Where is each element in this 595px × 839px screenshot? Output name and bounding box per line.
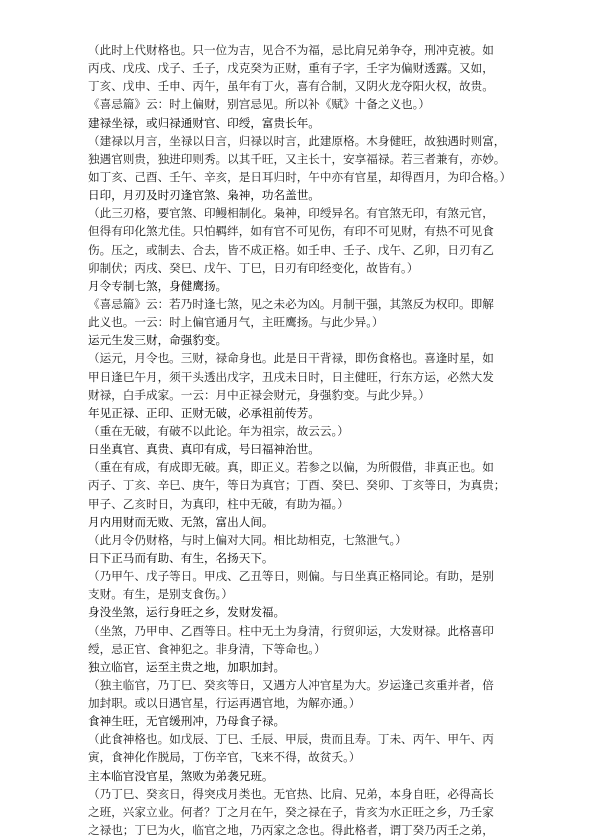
document-page [88, 41, 524, 839]
commentary-line: 但得有印化煞尤佳。只怕羁绊，如有官不可见伤，有印不可见财，有热不可见食 [88, 224, 494, 239]
commentary-line: （重在有成，有成即无破。真，即正义。若参之以偏，为所假借，非真正也。如 [88, 460, 494, 475]
verse-line: 日坐真官、真贵、真印有成，号曰福神治世。 [88, 442, 320, 457]
commentary-line: 甲子、乙亥时日，为真印，柱中无破，有助为福。） [88, 496, 349, 511]
verse-line: 食神生旺，无官缓刑冲，乃母食子禄。 [88, 714, 286, 729]
commentary-line: 如丁亥、己酉、壬午、辛亥，是日耳归时，午中亦有官星，却得酉月，为印合格。） [88, 169, 512, 184]
verse-line: 主本临官没官星，煞败为弟袭兄班。 [88, 768, 274, 783]
commentary-line: 伤。压之，或制去、合去，皆不成正格。如壬申、壬子、戊午、乙卯，日刃有乙 [88, 242, 494, 257]
commentary-line: （建禄以月言，坐禄以日言，归禄以时言，此建原格。木身健旺，故独遇时则富， [88, 133, 506, 148]
commentary-line: 丁亥、戊申、壬申、丙午，虽年有丁火，喜有合制，又阴火龙夺阳火权，故贵。 [88, 79, 494, 94]
commentary-line: 丙戌、戊戌、戊子、壬子，戊克癸为正财，重有子字，壬字为偏财透露。又如， [88, 61, 494, 76]
commentary-line: 财禄，白手成家。一云：月中正禄会财元，身强豹变。与此少异。） [88, 387, 431, 402]
commentary-line: （此时上代财格也。只一位为吉，见合不为福，忌比肩兄弟争夺，刑冲克被。如 [88, 43, 494, 57]
commentary-line: 之班，兴家立业。何者？丁之月在午，癸之禄在子，肯亥为水正旺之乡，乃壬家 [88, 804, 494, 819]
verse-line: 日印，月刃及时刃逢官煞、枭神，功名盖世。 [88, 188, 320, 203]
verse-line: 月内用财而无败、无煞，富出人间。 [88, 514, 274, 529]
commentary-line: （乃甲午、戊子等日。甲戌、乙丑等日，则偏。与日坐真正格同论。有助，是别 [88, 569, 494, 584]
commentary-line: 独遇官则贵，独进印则秀。以其千旺，又主长十，安享福禄。若三者兼有，亦妙。 [88, 151, 506, 166]
commentary-line: 支财。有生，是别支食伤。） [88, 587, 233, 602]
commentary-line: （运元，月令也。三财，禄命身也。此是日干背禄，即伤食格也。喜逢时星，如 [88, 351, 494, 366]
commentary-line: （此食神格也。如戊辰、丁巳、壬辰、甲辰，贵而且寿。丁未、丙午、甲午、丙 [88, 732, 494, 747]
verse-line: 年见正禄、正印、正财无破，必承祖前传芳。 [88, 405, 320, 420]
verse-line: 月令专制七煞，身健鹰扬。 [88, 278, 228, 293]
commentary-line: （乃丁巳、癸亥日，得突戌月类也。无官热、比肩、兄弟，本身自旺，必得高长 [88, 786, 494, 801]
verse-line: 建禄坐禄，或归禄通财官、印绶，富贵长年。 [88, 115, 320, 130]
verse-line: 日下正马而有助、有生，名扬天下。 [88, 550, 274, 565]
commentary-line: （此月令仍财格，与时上偏对大同。相比劫相克，七煞泄气。） [88, 532, 407, 547]
verse-line: 身没坐煞，运行身旺之乡，发财发福。 [88, 605, 286, 620]
verse-line: 独立临官，运至主贵之地，加职加封。 [88, 659, 286, 674]
commentary-line: 加封职。或以日遇官星，行运再遇官地，为解亦通。） [88, 696, 361, 711]
commentary-line: 此义也。一云：时上偏官通月气，主旺鹰扬。与此少异。） [88, 315, 384, 330]
commentary-line: （独主临官，乃丁巳、癸亥等日，又遇方人冲官星为大。岁运逢己亥重并者，倍 [88, 677, 494, 692]
commentary-line: （此三刃格，要官煞、印鳗相制化。枭神，印绶异名。有官煞无印，有煞元官， [88, 206, 494, 221]
commentary-line: （重在无破，有破不以此论。年为祖宗，故云云。） [88, 423, 349, 438]
commentary-line: 寅，食神化作脱局，丁伤辛官，飞来不得，故贫夭。） [88, 750, 361, 765]
commentary-line: 《喜忌篇》云：若乃时逢七煞，见之未必为凶。月制干强，其煞反为权印。即解 [88, 296, 494, 311]
verse-line: 运元生发三财，命强豹变。 [88, 333, 228, 348]
commentary-line: 绶，忌正官、食神犯之。非身清，下等命也。） [88, 641, 326, 656]
commentary-line: （坐煞，乃甲申、乙酉等日。柱中无土为身清，行贸卯运，大发财禄。此格喜印 [88, 623, 494, 638]
commentary-line: 之禄也；丁巳为火，临官之地，乃丙家之念也。得此格者，谓丁癸乃丙壬之弟， [88, 823, 494, 838]
commentary-line: 丙子、丁亥、辛巳、庚午，等日为真官；丁酉、癸巳、癸卯、丁亥等日，为真贵； [88, 478, 506, 493]
commentary-line: 甲日逢巳午月，须干头透出戊字，丑戌未日时，日主健旺，行东方运，必然大发 [88, 369, 494, 384]
commentary-line: 卯制伏；丙戌、癸巳、戊午、丁巳，日刃有印经变化，故皆有。） [88, 260, 419, 275]
commentary-line: 《喜忌篇》云：时上偏财，别宫忌见。所以补《赋》十备之义也。） [88, 97, 431, 112]
